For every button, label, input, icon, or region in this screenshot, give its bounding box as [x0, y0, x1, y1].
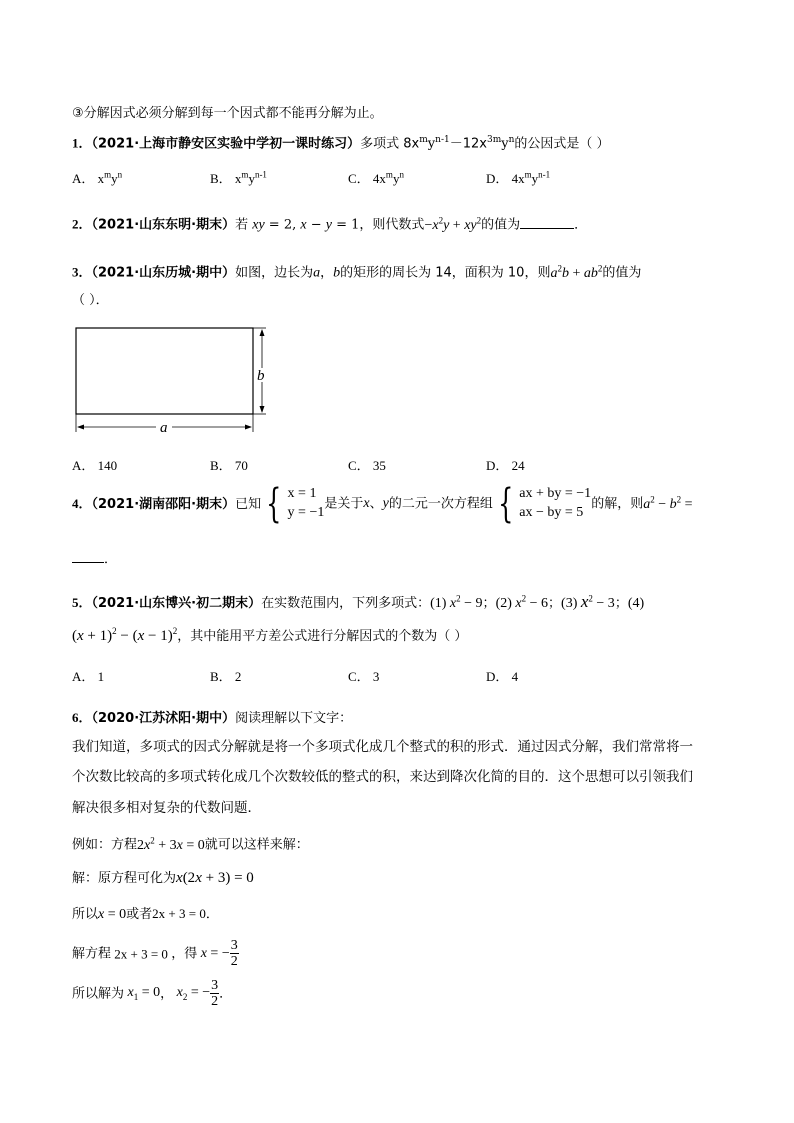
q6-example: 例如：方程$2x^2 + 3x = 0$就可以这样来解：	[72, 835, 309, 853]
q5-option-b[interactable]: B． 2	[210, 669, 242, 684]
q6-solution-step1: 解：原方程可化为x(2x + 3) = 0	[72, 870, 254, 886]
q6-paragraph-line1: 我们知道，多项式的因式分解就是将一个多项式化成几个整式的积的形式．通过因式分解，我们常常将一	[72, 739, 693, 755]
question-5-stem-line2: $(x + 1)^2 - (x - 1)^2$，其中能用平方差公式进行分解因式的个数为（ ）	[72, 626, 468, 644]
question-1-stem: 1．（2021·上海市静安区实验中学初一课时练习）多项式 $8x^my^{n-1}-12x^{3m}y^n$的公因式是（ ）	[72, 135, 610, 152]
question-number: 5．	[72, 595, 92, 610]
q3-option-c[interactable]: C． 35	[348, 458, 386, 473]
question-4-stem: 4．（2021·湖南邵阳·期末）已知 { x = 1 y = −1 是关于x、y的二元一次方程组 { ax + by = −1 ax − by = 5 的解，则$a^2 - b^2$ =	[72, 481, 693, 527]
question-5-stem: 5．（2021·山东博兴·初二期末）在实数范围内，下列多项式：(1) $x^2 - 9$；(2) $x^2 - 6$；(3) $x^2 - 3$；(4)	[72, 592, 645, 611]
question-source: （2020·江苏沭阳·期中）	[91, 711, 236, 726]
label-b: b	[257, 368, 265, 384]
rectangle	[76, 328, 253, 414]
intro-rule: ③分解因式必须分解到每一个因式都不能再分解为止。	[72, 106, 383, 121]
question-number: 3．	[72, 264, 92, 280]
question-3-bracket: （ ）．	[72, 293, 109, 308]
question-number: 4．	[72, 496, 92, 511]
q3-option-b[interactable]: B． 70	[210, 458, 248, 473]
q6-solution-step2: 所以x = 0或者2x + 3 = 0．	[72, 906, 219, 922]
q1-option-b[interactable]: B． $x^my^{n-1}$	[210, 169, 267, 186]
question-number: 1．	[72, 135, 92, 151]
q6-paragraph-line3: 解决很多相对复杂的代数问题．	[72, 800, 261, 816]
label-a: a	[160, 420, 168, 436]
equation-system: ax + by = −1 ax − by = 5	[519, 486, 592, 520]
q6-solution-answer: 所以解为 $x_1 = 0$， $x_2$ = − $\frac{3}{2}$ ．	[72, 978, 233, 1010]
question-number: 2．	[72, 216, 92, 232]
question-source: （2021·上海市静安区实验中学初一课时练习）	[91, 136, 361, 152]
answer-blank[interactable]	[72, 562, 104, 563]
q6-paragraph-line2: 个次数比较高的多项式转化成几个次数较低的整式的积，来达到降次化简的目的．这个思想可以引领我们	[72, 769, 693, 785]
question-3-stem: 3．（2021·山东历城·期中）如图，边长为a，b的矩形的周长为 14，面积为 10，则$a^2b + ab^2$的值为	[72, 263, 642, 281]
question-source: （2021·山东东明·期末）	[91, 217, 236, 233]
question-2-stem: 2．（2021·山东东明·期末）若 xy = 2, x − y = 1，则代数式$-x^2y + xy^2$的值为 ．	[72, 215, 588, 233]
question-source: （2021·湖南邵阳·期末）	[91, 497, 236, 512]
q1-option-a[interactable]: A． $x^my^n$	[72, 169, 123, 186]
q1-option-d[interactable]: D． $4x^my^{n-1}$	[486, 169, 551, 186]
solution-system: x = 1 y = −1	[287, 486, 325, 520]
q5-option-c[interactable]: C． 3	[348, 669, 380, 684]
question-4-answer: ．	[72, 553, 117, 566]
question-source: （2021·山东博兴·初二期末）	[91, 596, 262, 611]
q3-option-d[interactable]: D． 24	[486, 458, 525, 473]
q3-option-a[interactable]: A． 140	[72, 458, 118, 473]
q1-option-c[interactable]: C． $4x^my^n$	[348, 169, 404, 186]
question-source: （2021·山东历城·期中）	[91, 265, 236, 281]
answer-blank[interactable]	[520, 228, 574, 229]
q5-option-d[interactable]: D． 4	[486, 669, 519, 684]
question-number: 6．	[72, 710, 92, 725]
question-6-stem: 6．（2020·江苏沭阳·期中）阅读理解以下文字：	[72, 710, 353, 726]
q5-option-a[interactable]: A． 1	[72, 669, 105, 684]
q6-solution-step3: 解方程 2x + 3 = 0 ，得 x = − $\frac{3}{2}$	[72, 938, 238, 970]
rectangle-figure	[68, 322, 278, 440]
